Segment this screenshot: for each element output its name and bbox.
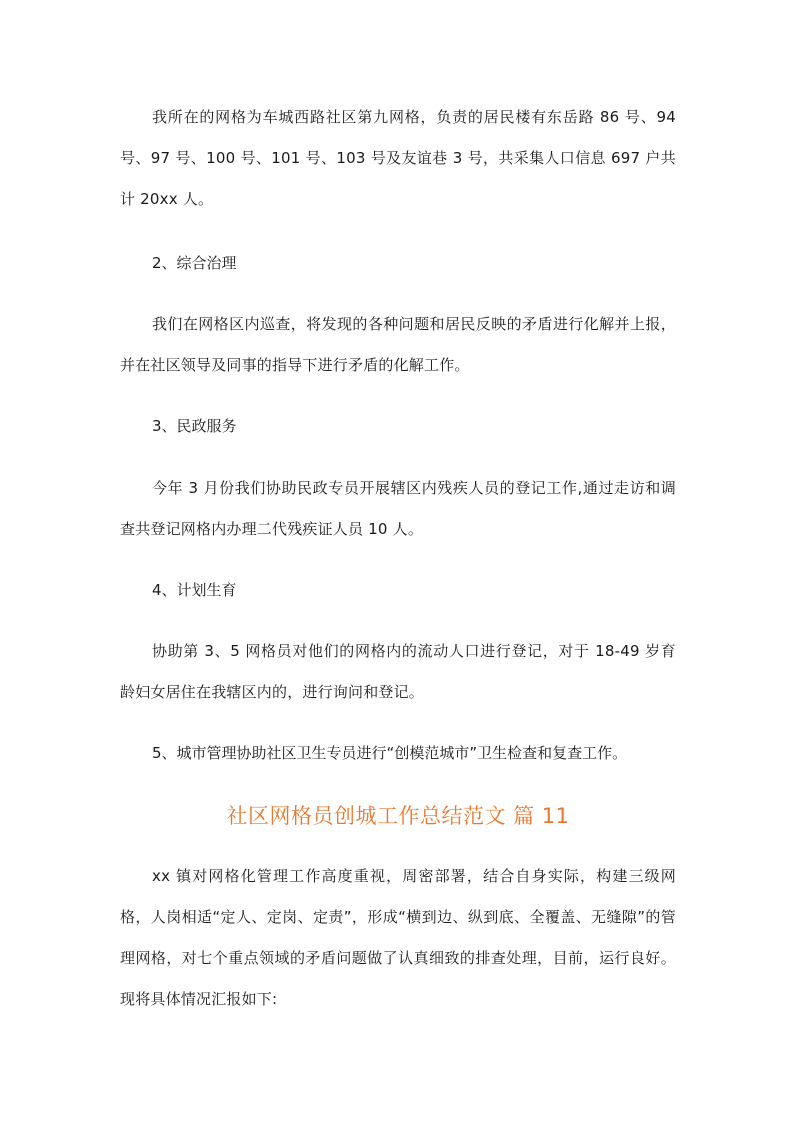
paragraph-floating-population: 协助第 3、5 网格员对他们的网格内的流动人口进行登记，对于 18-49 岁育龄妇女居住在我辖区内的，进行询问和登记。: [120, 642, 676, 701]
section-title: 社区网格员创城工作总结范文 篇 11: [226, 804, 570, 828]
paragraph-section-intro: xx 镇对网格化管理工作高度重视，周密部署，结合自身实际，构建三级网格，人岗相适“定人、定岗、定责”，形成“横到边、纵到底、全覆盖、无缝隙”的管理网格，对七个重点领域的矛盾问题做了认真细致的排查处理，目前，运行良好。现将具体情况汇报如下:: [120, 867, 676, 1008]
heading-civil-affairs: 3、民政服务: [152, 417, 237, 435]
heading-city-management: 5、城市管理协助社区卫生专员进行“创模范城市”卫生检查和复查工作。: [152, 744, 628, 762]
paragraph-grid-residents: 我所在的网格为车城西路社区第九网格，负责的居民楼有东岳路 86 号、94 号、97 号、100 号、101 号、103 号及友谊巷 3 号，共采集人口信息 697 户共计 20xx 人。: [120, 108, 676, 208]
paragraph-patrol: 我们在网格区内巡查，将发现的各种问题和居民反映的矛盾进行化解并上报，并在社区领导及同事的指导下进行矛盾的化解工作。: [120, 315, 676, 374]
heading-comprehensive-governance: 2、综合治理: [152, 254, 237, 272]
heading-family-planning: 4、计划生育: [152, 581, 237, 599]
paragraph-disability-registration: 今年 3 月份我们协助民政专员开展辖区内残疾人员的登记工作,通过走访和调查共登记网格内办理二代残疾证人员 10 人。: [120, 479, 676, 538]
